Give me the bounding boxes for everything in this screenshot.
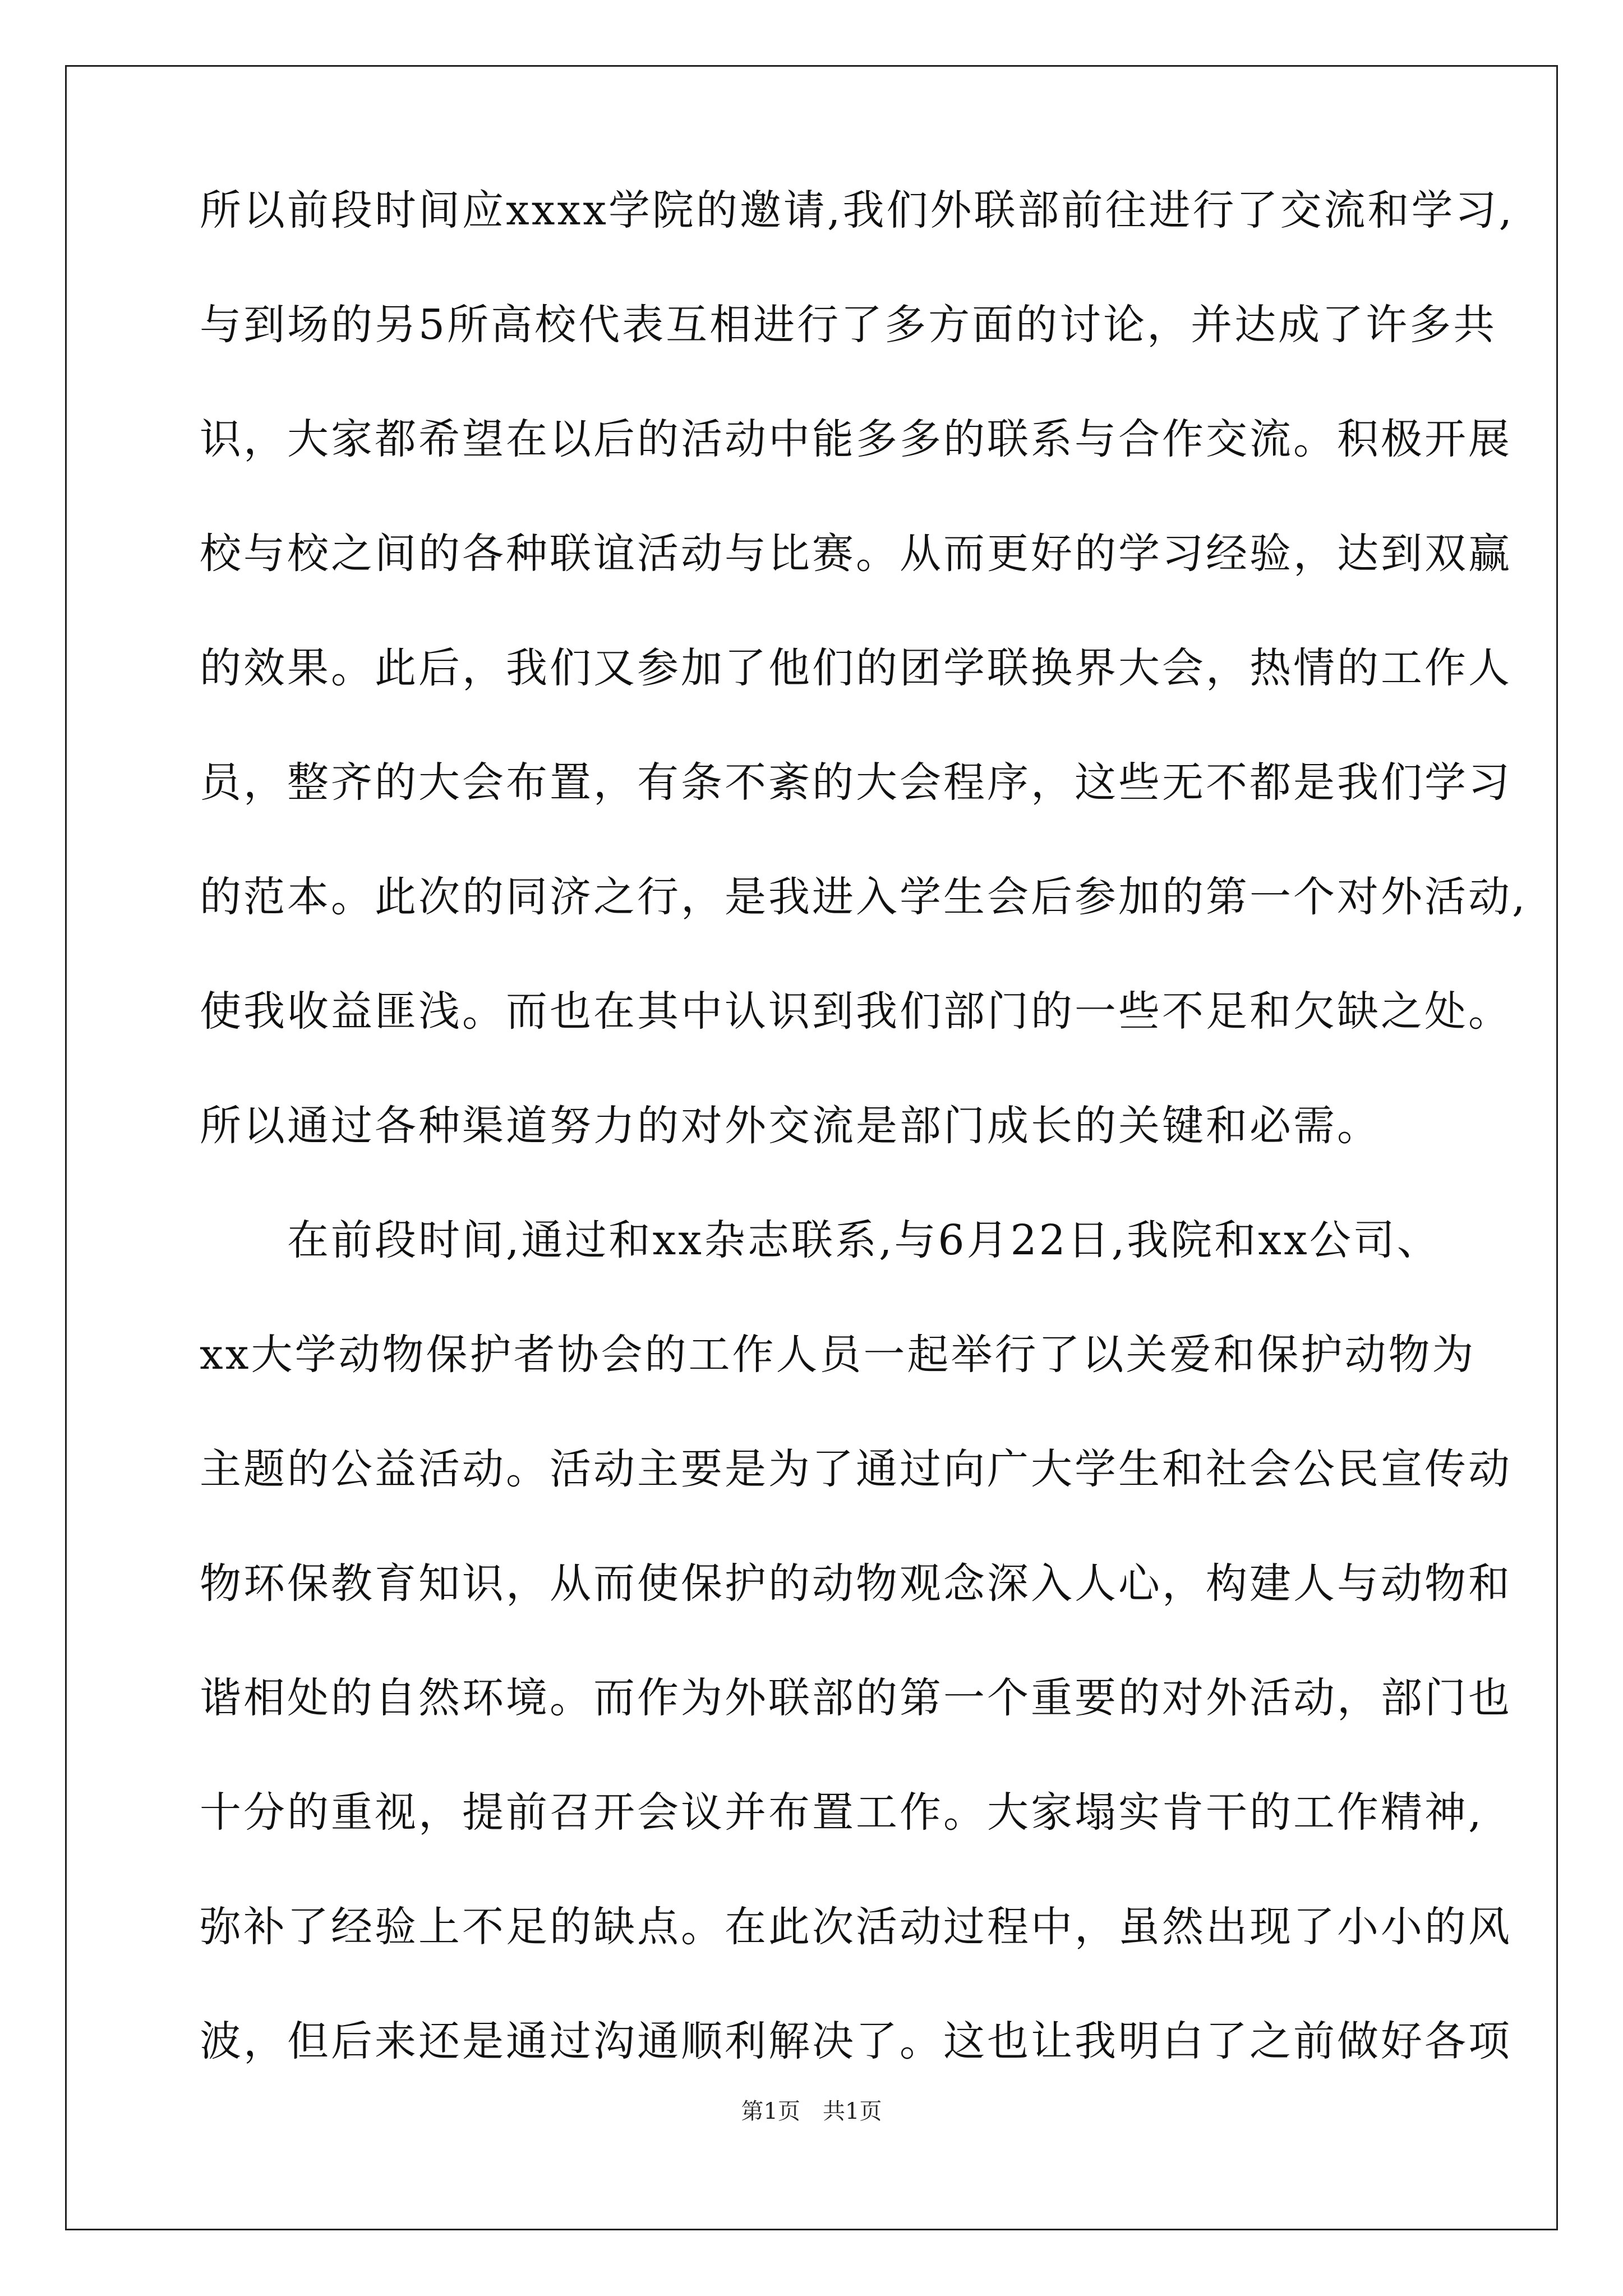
page-number-total: 共1页 <box>823 2099 882 2124</box>
text-line: 与到场的另5所高校代表互相进行了多方面的讨论，并达成了许多共 <box>200 301 1497 349</box>
text-line: 物环保教育知识，从而使保护的动物观念深入人心，构建人与动物和 <box>200 1559 1512 1608</box>
text-line: 所以通过各种渠道努力的对外交流是部门成长的关键和必需。 <box>200 1102 1381 1150</box>
text-line: 校与校之间的各种联谊活动与比赛。从而更好的学习经验，达到双赢 <box>200 530 1512 578</box>
text-line: 谐相处的自然环境。而作为外联部的第一个重要的对外活动，部门也 <box>200 1674 1512 1722</box>
document-body <box>200 186 1528 2135</box>
page-number-current: 第1页 <box>741 2099 800 2124</box>
text-line: 员，整齐的大会布置，有条不紊的大会程序，这些无不都是我们学习 <box>200 758 1512 807</box>
text-line: xx大学动物保护者协会的工作人员一起举行了以关爱和保护动物为 <box>200 1331 1476 1379</box>
text-line: 的效果。此后，我们又参加了他们的团学联换界大会，热情的工作人 <box>200 644 1512 692</box>
text-line: 十分的重视，提前召开会议并布置工作。大家塌实肯干的工作精神, <box>200 1788 1484 1837</box>
text-line: 使我收益匪浅。而也在其中认识到我们部门的一些不足和欠缺之处。 <box>200 987 1512 1036</box>
text-line: 识，大家都希望在以后的活动中能多多的联系与合作交流。积极开展 <box>200 415 1512 463</box>
text-line: 主题的公益活动。活动主要是为了通过向广大学生和社会公民宣传动 <box>200 1445 1512 1493</box>
text-line: 的范本。此次的同济之行，是我进入学生会后参加的第一个对外活动, <box>200 873 1528 921</box>
page-footer <box>0 2100 1623 2123</box>
text-line: 所以前段时间应xxxx学院的邀请,我们外联部前往进行了交流和学习, <box>200 186 1514 234</box>
text-line: 在前段时间,通过和xx杂志联系,与6月22日,我院和xx公司、 <box>200 1216 1441 1264</box>
text-line: 波，但后来还是通过沟通顺利解决了。这也让我明白了之前做好各项 <box>200 2017 1512 2065</box>
text-line: 弥补了经验上不足的缺点。在此次活动过程中，虽然出现了小小的风 <box>200 1903 1512 1951</box>
